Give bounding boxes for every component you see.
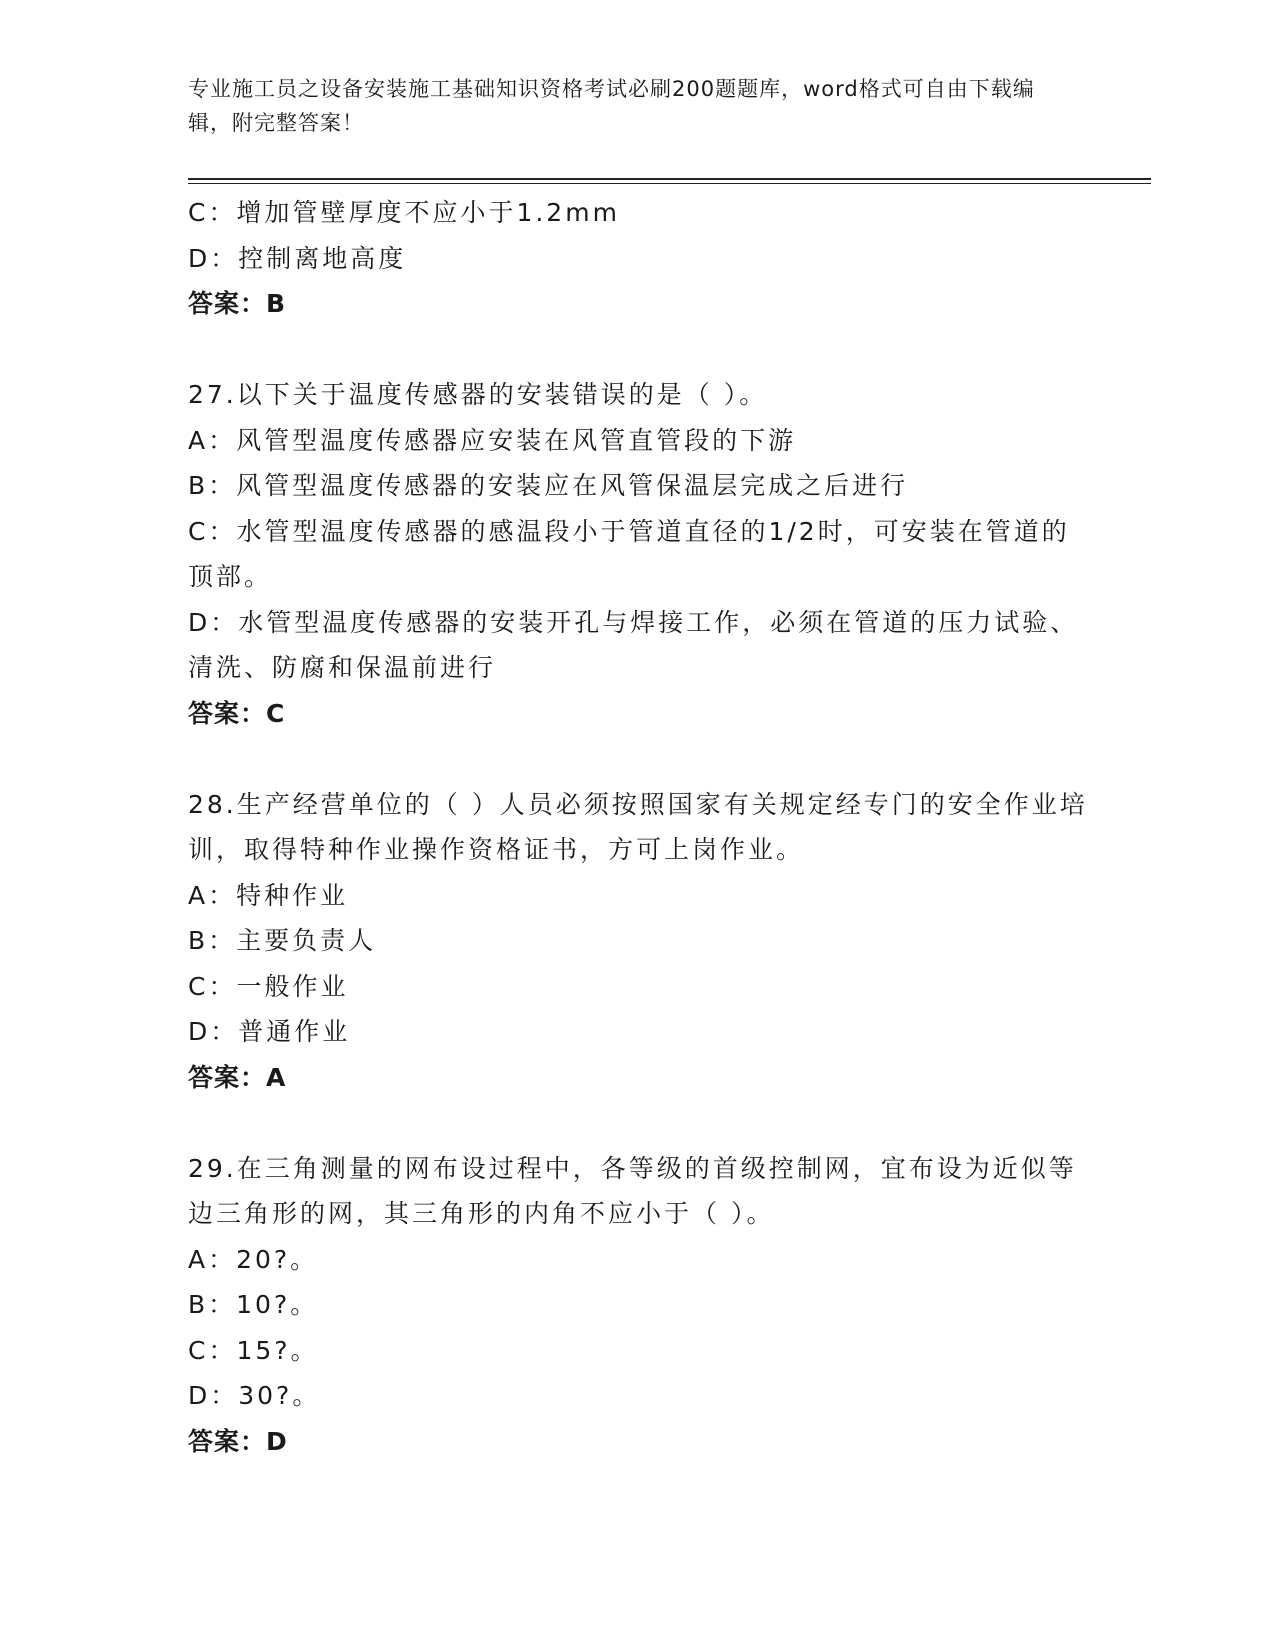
document-header: 专业施工员之设备安装施工基础知识资格考试必刷200题题库，word格式可自由下载编辑，附完整答案！ (188, 77, 1035, 135)
q28-answer: 答案：A (188, 1062, 287, 1092)
q27-stem: 27.以下关于温度传感器的安装错误的是（ ）。 (188, 380, 768, 409)
q28-option-c: C：一般作业 (188, 971, 349, 1001)
q29-option-a: A：20?。 (188, 1244, 319, 1274)
q26-answer: 答案：B (188, 289, 287, 318)
header-divider-thin (188, 183, 1151, 184)
q28-option-b: B：主要负责人 (188, 926, 377, 955)
spacer (188, 1100, 1088, 1146)
q29-answer: 答案：D (188, 1426, 288, 1456)
q29-option-d: D：30?。 (188, 1381, 321, 1410)
q28-option-a: A：特种作业 (188, 880, 349, 910)
q29-option-b: B：10?。 (188, 1290, 319, 1319)
spacer (188, 327, 1088, 373)
spacer (188, 736, 1088, 782)
q26-option-d: D：控制离地高度 (188, 243, 407, 273)
q27-answer: 答案：C (188, 698, 286, 728)
q29-option-c: C：15?。 (188, 1335, 319, 1365)
q27-option-b: B：风管型温度传感器的安装应在风管保温层完成之后进行 (188, 471, 909, 500)
q27-option-a: A：风管型温度传感器应安装在风管直管段的下游 (188, 425, 797, 455)
q28-option-d: D：普通作业 (188, 1017, 351, 1046)
q29-stem: 29.在三角测量的网布设过程中，各等级的首级控制网，宜布设为近似等边三角形的网，其三角形的内角不应小于（ ）。 (188, 1153, 1077, 1228)
q27-option-c: C：水管型温度传感器的感温段小于管道直径的1/2时，可安装在管道的顶部。 (188, 516, 1070, 591)
header-divider (188, 178, 1151, 180)
question-content (188, 190, 1088, 1464)
q26-option-c: C：增加管壁厚度不应小于1.2mm (188, 198, 620, 227)
q27-option-d: D：水管型温度传感器的安装开孔与焊接工作，必须在管道的压力试验、清洗、防腐和保温前进行 (188, 607, 1079, 682)
q28-stem: 28.生产经营单位的（ ）人员必须按照国家有关规定经专门的安全作业培训，取得特种作业操作资格证书，方可上岗作业。 (188, 789, 1088, 864)
